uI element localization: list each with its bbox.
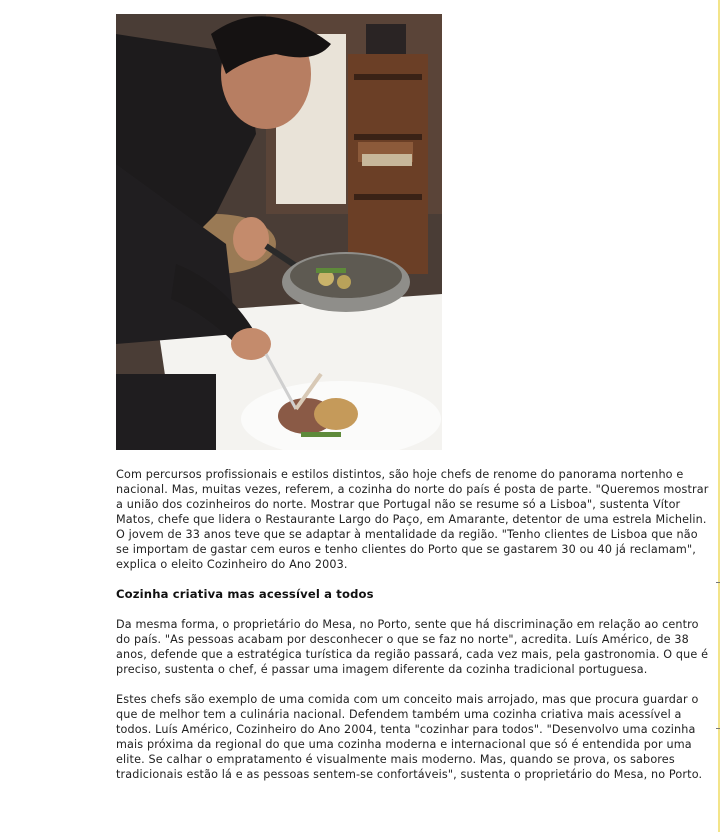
article-paragraph: Com percursos profissionais e estilos distintos, são hoje chefs de renome do panorama nortenho e nacional. Mas, muitas vezes, referem, a cozinha do norte do país é posta de parte. "Queremos mostrar a união dos cozinheiros do norte. Mostrar que Portugal não se resume só a Lisboa", sustenta Vítor Matos, chefe que lidera o Restaurante Largo do Paço, em Amarante, detentor de uma estrela Michelin. O jovem de 33 anos teve que se adaptar à mentalidade da região. "Tenho clientes de Lisboa que não se importam de gastar cem euros e tenho clientes do Porto que se gastarem 30 ou 40 já reclamam", explica o eleito Cozinheiro do Ano 2003. [116, 468, 709, 571]
article-paragraph: Da mesma forma, o proprietário do Mesa, no Porto, sente que há discriminação em relação ao centro do país. "As pessoas acabam por desconhecer o que se faz no norte", acredita. Luís Américo, de 38 anos, defende que a estratégica turística da região passará, cada vez mais, pela gastronomia. O que é preciso, sustenta o chef, é passar uma imagem diferente da cozinha tradicional portuguesa. [116, 618, 709, 676]
article-body [116, 467, 710, 797]
article-paragraph: Estes chefs são exemplo de uma comida com um conceito mais arrojado, mas que procura guardar o que de melhor tem a culinária nacional. Defendem também uma cozinha criativa mais acessível a todos. Luís Américo, Cozinheiro do Ano 2004, tenta "cozinhar para todos". "Desenvolvo uma cozinha mais próxima da regional do que uma cozinha moderna e internacional que só é entendida por uma elite. Se calhar o empratamento é visualmente mais moderno. Mas, quando se prova, os sabores tradicionais estão lá e as pessoas sentem-se confortáveis", sustenta o proprietário do Mesa, no Porto. [116, 693, 703, 781]
chef-plating-photo [116, 14, 442, 450]
scroll-tick-mark [716, 582, 720, 583]
scroll-tick-mark [716, 728, 720, 729]
section-heading: Cozinha criativa mas acessível a todos [116, 587, 374, 601]
